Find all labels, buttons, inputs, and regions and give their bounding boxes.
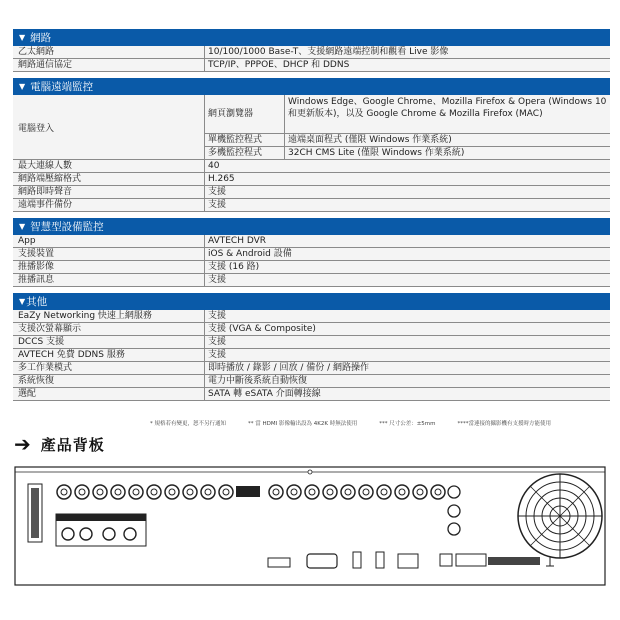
lan-port-icon bbox=[398, 554, 418, 568]
spec-row bbox=[13, 235, 610, 248]
hdmi-port-icon bbox=[268, 558, 290, 567]
footnotes bbox=[150, 419, 620, 427]
sub-label: 多機監控程式 bbox=[208, 148, 263, 158]
back-panel-heading bbox=[14, 433, 105, 455]
arrow-right-icon: ➔ bbox=[14, 432, 31, 456]
spec-label: 選配 bbox=[18, 389, 37, 399]
sub-value: Windows Edge、Google Chrome、Mozilla Firefox & Opera (Windows 10 和更新版本)，以及 Google Chrome & Mozilla Firefox (MAC) bbox=[284, 95, 610, 133]
spec-value: TCP/IP、PPPOE、DHCP 和 DDNS bbox=[204, 59, 610, 71]
triangle-down-icon: ▼ bbox=[19, 297, 26, 306]
spec-row bbox=[13, 261, 610, 274]
section-title: 其他 bbox=[26, 296, 48, 308]
spec-label: 支援次螢幕顯示 bbox=[18, 324, 82, 334]
triangle-down-icon: ▼ bbox=[19, 222, 26, 231]
spec-value: 支援 bbox=[204, 310, 610, 322]
section-header-remote bbox=[13, 78, 610, 95]
spec-row bbox=[13, 186, 610, 199]
footnote: *** 尺寸公差：±5mm bbox=[379, 421, 436, 427]
spec-value: 即時播放 / 錄影 / 回放 / 備份 / 網路操作 bbox=[204, 362, 610, 374]
spec-label: 網路端壓縮格式 bbox=[18, 174, 82, 184]
spec-value: 支援 bbox=[204, 336, 610, 348]
spec-row bbox=[13, 199, 610, 212]
spec-label: DCCS 支援 bbox=[18, 337, 65, 347]
spec-row bbox=[13, 173, 610, 186]
spec-table bbox=[13, 28, 610, 401]
footnote: ****當連接的攝影機有支援時方能使用 bbox=[457, 421, 552, 427]
section-header-mobile bbox=[13, 218, 610, 235]
sub-label: 單機監控程式 bbox=[208, 135, 263, 145]
vga-port-icon bbox=[307, 554, 337, 568]
spec-row bbox=[13, 349, 610, 362]
terminal-block bbox=[488, 557, 540, 565]
screw-icon bbox=[308, 470, 312, 474]
spec-row bbox=[13, 388, 610, 401]
spec-label: 系統恢復 bbox=[18, 376, 55, 386]
spec-row bbox=[13, 336, 610, 349]
spec-label: 最大連線人數 bbox=[18, 161, 73, 171]
spec-label: AVTECH 免費 DDNS 服務 bbox=[18, 350, 125, 360]
sub-value: 32CH CMS Lite (僅限 Windows 作業系統) bbox=[284, 147, 610, 159]
section-title: 智慧型設備監控 bbox=[30, 221, 104, 233]
spec-row bbox=[13, 362, 610, 375]
spec-value: H.265 bbox=[204, 173, 610, 185]
back-panel-title: 產品背板 bbox=[40, 435, 105, 454]
sub-value: 遠端桌面程式 (僅限 Windows 作業系統) bbox=[284, 134, 610, 146]
sub-label: 網頁瀏覽器 bbox=[208, 109, 254, 119]
spec-value: 支援 bbox=[204, 199, 610, 211]
pc-login-details bbox=[204, 95, 610, 159]
spec-value: 支援 (16 路) bbox=[204, 261, 610, 273]
spec-label: 推播訊息 bbox=[18, 275, 55, 285]
usb-port-icon bbox=[376, 552, 384, 568]
triangle-down-icon: ▼ bbox=[19, 33, 26, 42]
triangle-down-icon: ▼ bbox=[19, 82, 26, 91]
spec-value: AVTECH DVR bbox=[204, 235, 610, 247]
sub-row bbox=[205, 147, 610, 159]
section-title: 電腦遠端監控 bbox=[30, 81, 94, 93]
spec-value: 支援 bbox=[204, 349, 610, 361]
spec-label: 推播影像 bbox=[18, 262, 55, 272]
spec-value: 支援 bbox=[204, 186, 610, 198]
spec-label: 乙太網路 bbox=[18, 47, 55, 57]
spec-row bbox=[13, 248, 610, 261]
sub-row bbox=[205, 95, 610, 134]
spec-label: 電腦登入 bbox=[18, 123, 55, 134]
spec-label: 遠端事件備份 bbox=[18, 200, 73, 210]
spec-value: 10/100/1000 Base-T、支援網路遠端控制和觀看 Live 影像 bbox=[204, 46, 610, 58]
spec-row bbox=[13, 274, 610, 287]
spec-row bbox=[13, 59, 610, 72]
spec-row bbox=[13, 310, 610, 323]
spec-value: 40 bbox=[204, 160, 610, 172]
spec-value: iOS & Android 設備 bbox=[204, 248, 610, 260]
footnote: ** 當 HDMI 影像輸出設為 4K2K 時無法使用 bbox=[248, 421, 358, 427]
spec-value: 電力中斷後系統自動恢復 bbox=[204, 375, 610, 387]
spec-row bbox=[13, 375, 610, 388]
section-title: 網路 bbox=[30, 32, 52, 44]
sub-row bbox=[205, 134, 610, 147]
section-header-other bbox=[13, 293, 610, 310]
spec-label: 支援裝置 bbox=[18, 249, 55, 259]
spec-value: 支援 bbox=[204, 274, 610, 286]
fan-grill bbox=[518, 474, 602, 558]
spec-label: App bbox=[18, 236, 36, 246]
pc-login-block bbox=[13, 95, 610, 160]
rear-panel-diagram bbox=[14, 466, 606, 588]
spec-value: 支援 (VGA & Composite) bbox=[204, 323, 610, 335]
section-header-network bbox=[13, 29, 610, 46]
usb-port-icon bbox=[353, 552, 361, 568]
spec-value: SATA 轉 eSATA 介面轉接線 bbox=[204, 388, 610, 400]
spec-row bbox=[13, 46, 610, 59]
spec-label: 網路即時聲音 bbox=[18, 187, 73, 197]
spec-label: 網路通信協定 bbox=[18, 60, 73, 70]
footnote: * 規格若有變更，恕不另行通知 bbox=[150, 421, 226, 427]
spec-row bbox=[13, 323, 610, 336]
spec-row bbox=[13, 160, 610, 173]
spec-label: EaZy Networking 快速上網服務 bbox=[18, 311, 152, 321]
spec-label: 多工作業模式 bbox=[18, 363, 73, 373]
